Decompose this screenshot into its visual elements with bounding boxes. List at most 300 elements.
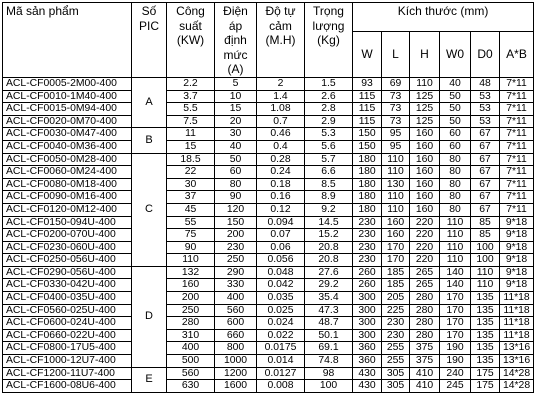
dim-d0-cell: 135 [471,304,500,317]
weight-cell: 50.1 [305,329,353,342]
table-row [3,90,534,103]
inductance-cell: 0.12 [257,203,305,216]
power-cell: 250 [167,304,215,317]
inductance-cell: 0.7 [257,115,305,128]
dim-w0-cell: 60 [440,140,471,153]
weight-cell: 98 [305,367,353,380]
dim-d0-cell: 100 [471,241,500,254]
current-cell: 30 [215,128,257,141]
dim-l-cell: 185 [382,279,410,292]
current-cell: 80 [215,178,257,191]
dim-w0-cell: 170 [440,329,471,342]
power-cell: 110 [167,254,215,267]
power-cell: 630 [167,380,215,393]
dim-h-cell: 280 [410,304,440,317]
dim-h-cell: 265 [410,279,440,292]
dim-l-cell: 185 [382,266,410,279]
inductance-cell: 0.094 [257,216,305,229]
dim-d0-cell: 135 [471,355,500,368]
model-code-cell: ACL-CF0120-0M12-400 [3,203,132,216]
dim-h-cell: 410 [410,380,440,393]
power-cell: 90 [167,241,215,254]
weight-cell: 8.5 [305,178,353,191]
header-dim-h: H [410,32,440,77]
dim-h-cell: 160 [410,166,440,179]
model-code-cell: ACL-CF0040-0M36-400 [3,140,132,153]
dim-axb-cell: 11*18 [500,329,534,342]
model-code-cell: ACL-CF0200-070U-400 [3,229,132,242]
dim-axb-cell: 7*11 [500,203,534,216]
current-cell: 330 [215,279,257,292]
dim-w0-cell: 80 [440,166,471,179]
dim-w-cell: 150 [353,128,382,141]
inductance-cell: 0.06 [257,241,305,254]
weight-cell: 20.8 [305,241,353,254]
header-dim-w0: W0 [440,32,471,77]
table-row [3,153,534,166]
table-row [3,216,534,229]
weight-cell: 5.7 [305,153,353,166]
dim-w0-cell: 80 [440,153,471,166]
inductance-cell: 0.16 [257,191,305,204]
model-code-cell: ACL-CF0050-0M28-400 [3,153,132,166]
current-cell: 230 [215,241,257,254]
power-cell: 15 [167,140,215,153]
model-code-cell: ACL-CF0250-056U-400 [3,254,132,267]
table-row [3,367,534,380]
power-cell: 22 [167,166,215,179]
inductance-cell: 0.24 [257,166,305,179]
pic-group-cell: A [132,77,167,127]
current-cell: 5 [215,77,257,90]
dim-axb-cell: 11*18 [500,317,534,330]
dim-axb-cell: 7*11 [500,90,534,103]
power-cell: 55 [167,216,215,229]
dim-w0-cell: 50 [440,103,471,116]
dim-d0-cell: 135 [471,292,500,305]
table-row [3,77,534,90]
power-cell: 160 [167,279,215,292]
dim-h-cell: 125 [410,90,440,103]
current-cell: 50 [215,153,257,166]
current-cell: 90 [215,191,257,204]
dim-h-cell: 125 [410,103,440,116]
dim-d0-cell: 100 [471,254,500,267]
table-row [3,266,534,279]
dim-w0-cell: 110 [440,254,471,267]
dim-w0-cell: 60 [440,128,471,141]
dim-axb-cell: 7*11 [500,191,534,204]
dim-d0-cell: 135 [471,317,500,330]
dim-h-cell: 265 [410,266,440,279]
dim-w-cell: 300 [353,304,382,317]
current-cell: 600 [215,317,257,330]
table-row [3,241,534,254]
dim-axb-cell: 14*28 [500,380,534,393]
inductance-cell: 0.022 [257,329,305,342]
dim-w-cell: 180 [353,166,382,179]
weight-cell: 100 [305,380,353,393]
inductance-cell: 1.4 [257,90,305,103]
weight-cell: 1.5 [305,77,353,90]
table-row [3,203,534,216]
table-row [3,166,534,179]
dim-d0-cell: 67 [471,178,500,191]
dim-l-cell: 160 [382,216,410,229]
dim-axb-cell: 11*18 [500,304,534,317]
current-cell: 1600 [215,380,257,393]
dim-h-cell: 280 [410,317,440,330]
dim-w0-cell: 110 [440,229,471,242]
dim-w0-cell: 40 [440,77,471,90]
inductance-cell: 0.0127 [257,367,305,380]
dim-l-cell: 130 [382,178,410,191]
inductance-cell: 2 [257,77,305,90]
dim-l-cell: 69 [382,77,410,90]
dim-w-cell: 150 [353,140,382,153]
inductance-cell: 0.024 [257,317,305,330]
dim-w-cell: 93 [353,77,382,90]
dim-axb-cell: 7*11 [500,77,534,90]
table-row [3,115,534,128]
inductance-cell: 1.08 [257,103,305,116]
table-row [3,103,534,116]
power-cell: 37 [167,191,215,204]
dim-h-cell: 160 [410,178,440,191]
table-row [3,191,534,204]
dim-l-cell: 170 [382,241,410,254]
weight-cell: 9.2 [305,203,353,216]
dim-w0-cell: 190 [440,342,471,355]
dim-axb-cell: 9*18 [500,279,534,292]
dim-d0-cell: 67 [471,140,500,153]
dim-w0-cell: 170 [440,317,471,330]
inductance-cell: 0.025 [257,304,305,317]
dim-h-cell: 160 [410,203,440,216]
dim-w0-cell: 240 [440,367,471,380]
dim-l-cell: 230 [382,317,410,330]
dim-axb-cell: 7*11 [500,166,534,179]
inductance-cell: 0.056 [257,254,305,267]
dim-h-cell: 220 [410,254,440,267]
pic-group-cell: E [132,367,167,392]
dim-w-cell: 230 [353,229,382,242]
dim-w0-cell: 80 [440,191,471,204]
dim-h-cell: 280 [410,292,440,305]
table-row [3,304,534,317]
weight-cell: 2.6 [305,90,353,103]
dim-h-cell: 160 [410,128,440,141]
model-code-cell: ACL-CF1000-12U7-400 [3,355,132,368]
table-row [3,229,534,242]
current-cell: 10 [215,90,257,103]
dim-axb-cell: 9*18 [500,266,534,279]
weight-cell: 29.2 [305,279,353,292]
inductance-cell: 0.28 [257,153,305,166]
dim-l-cell: 110 [382,203,410,216]
dim-l-cell: 230 [382,329,410,342]
current-cell: 150 [215,216,257,229]
dim-l-cell: 73 [382,90,410,103]
inductance-cell: 0.035 [257,292,305,305]
model-code-cell: ACL-CF0600-024U-400 [3,317,132,330]
dim-axb-cell: 7*11 [500,153,534,166]
model-code-cell: ACL-CF0090-0M16-400 [3,191,132,204]
inductance-cell: 0.048 [257,266,305,279]
weight-cell: 6.6 [305,166,353,179]
dim-w0-cell: 190 [440,355,471,368]
dim-h-cell: 375 [410,355,440,368]
dim-l-cell: 95 [382,140,410,153]
dim-h-cell: 220 [410,241,440,254]
current-cell: 250 [215,254,257,267]
dim-d0-cell: 175 [471,380,500,393]
dim-d0-cell: 175 [471,367,500,380]
current-cell: 20 [215,115,257,128]
dim-h-cell: 160 [410,140,440,153]
dim-w-cell: 115 [353,115,382,128]
current-cell: 200 [215,229,257,242]
dim-w0-cell: 80 [440,203,471,216]
dim-d0-cell: 135 [471,342,500,355]
table-row [3,128,534,141]
dim-h-cell: 280 [410,329,440,342]
dim-w-cell: 230 [353,216,382,229]
weight-cell: 47.3 [305,304,353,317]
dim-w-cell: 230 [353,241,382,254]
dim-axb-cell: 7*11 [500,115,534,128]
inductance-cell: 0.4 [257,140,305,153]
weight-cell: 15.2 [305,229,353,242]
dim-w-cell: 115 [353,90,382,103]
current-cell: 400 [215,292,257,305]
inductance-cell: 0.008 [257,380,305,393]
dim-l-cell: 160 [382,229,410,242]
header-dim-w: W [353,32,382,77]
table-row [3,279,534,292]
dim-l-cell: 110 [382,153,410,166]
power-cell: 18.5 [167,153,215,166]
model-code-cell: ACL-CF0150-094U-400 [3,216,132,229]
dim-w-cell: 430 [353,367,382,380]
dim-l-cell: 110 [382,166,410,179]
weight-cell: 69.1 [305,342,353,355]
weight-cell: 2.9 [305,115,353,128]
model-code-cell: ACL-CF1600-08U6-400 [3,380,132,393]
power-cell: 400 [167,342,215,355]
dim-h-cell: 125 [410,115,440,128]
dim-w-cell: 180 [353,153,382,166]
model-code-cell: ACL-CF0015-0M94-400 [3,103,132,116]
dim-w0-cell: 110 [440,241,471,254]
dim-w-cell: 180 [353,203,382,216]
inductance-cell: 0.46 [257,128,305,141]
dim-w-cell: 300 [353,292,382,305]
power-cell: 280 [167,317,215,330]
dim-w0-cell: 140 [440,279,471,292]
current-cell: 60 [215,166,257,179]
dim-w0-cell: 245 [440,380,471,393]
weight-cell: 48.7 [305,317,353,330]
dim-l-cell: 73 [382,115,410,128]
table-row [3,329,534,342]
model-code-cell: ACL-CF0400-035U-400 [3,292,132,305]
dim-h-cell: 160 [410,191,440,204]
dim-w-cell: 300 [353,317,382,330]
power-cell: 5.5 [167,103,215,116]
dim-d0-cell: 85 [471,216,500,229]
inductance-cell: 0.07 [257,229,305,242]
dim-d0-cell: 48 [471,77,500,90]
dim-l-cell: 225 [382,304,410,317]
model-code-cell: ACL-CF0290-056U-400 [3,266,132,279]
table-row [3,317,534,330]
dim-h-cell: 220 [410,229,440,242]
model-code-cell: ACL-CF0005-2M00-400 [3,77,132,90]
dim-d0-cell: 53 [471,103,500,116]
model-code-cell: ACL-CF0660-022U-400 [3,329,132,342]
dim-d0-cell: 110 [471,266,500,279]
dim-w-cell: 230 [353,254,382,267]
table-row [3,292,534,305]
model-code-cell: ACL-CF0060-0M24-400 [3,166,132,179]
model-code-cell: ACL-CF0560-025U-400 [3,304,132,317]
dim-l-cell: 95 [382,128,410,141]
current-cell: 800 [215,342,257,355]
current-cell: 560 [215,304,257,317]
model-code-cell: ACL-CF0230-060U-400 [3,241,132,254]
weight-cell: 14.5 [305,216,353,229]
weight-cell: 20.8 [305,254,353,267]
dim-d0-cell: 110 [471,279,500,292]
current-cell: 40 [215,140,257,153]
model-code-cell: ACL-CF0030-0M47-400 [3,128,132,141]
dim-d0-cell: 67 [471,128,500,141]
power-cell: 75 [167,229,215,242]
dim-w-cell: 430 [353,380,382,393]
dim-axb-cell: 9*18 [500,254,534,267]
power-cell: 560 [167,367,215,380]
dim-w0-cell: 170 [440,292,471,305]
dim-w0-cell: 140 [440,266,471,279]
power-cell: 3.7 [167,90,215,103]
model-code-cell: ACL-CF0330-042U-400 [3,279,132,292]
dim-l-cell: 305 [382,380,410,393]
header-dim-l: L [382,32,410,77]
header-dim-d0: D0 [471,32,500,77]
weight-cell: 8.9 [305,191,353,204]
power-cell: 45 [167,203,215,216]
dim-axb-cell: 14*28 [500,367,534,380]
dim-axb-cell: 13*16 [500,342,534,355]
dim-w-cell: 260 [353,279,382,292]
dim-h-cell: 375 [410,342,440,355]
dim-d0-cell: 67 [471,191,500,204]
power-cell: 7.5 [167,115,215,128]
dim-d0-cell: 135 [471,329,500,342]
dim-w-cell: 180 [353,178,382,191]
dim-l-cell: 110 [382,191,410,204]
header-current: Điện áp định mức (A) [215,3,257,78]
inductance-cell: 0.0175 [257,342,305,355]
dim-h-cell: 110 [410,77,440,90]
pic-group-cell: D [132,266,167,367]
dim-w-cell: 360 [353,342,382,355]
header-dimensions: Kích thước (mm) [353,3,534,32]
weight-cell: 5.3 [305,128,353,141]
dim-l-cell: 170 [382,254,410,267]
dim-axb-cell: 7*11 [500,128,534,141]
weight-cell: 27.6 [305,266,353,279]
dim-w0-cell: 170 [440,304,471,317]
current-cell: 660 [215,329,257,342]
power-cell: 200 [167,292,215,305]
header-row [3,3,534,32]
dim-d0-cell: 53 [471,90,500,103]
dim-axb-cell: 7*11 [500,140,534,153]
table-row [3,140,534,153]
model-code-cell: ACL-CF0800-17U5-400 [3,342,132,355]
current-cell: 290 [215,266,257,279]
pic-group-cell: B [132,128,167,153]
dim-w-cell: 180 [353,191,382,204]
power-cell: 132 [167,266,215,279]
dim-d0-cell: 67 [471,166,500,179]
dim-axb-cell: 13*16 [500,355,534,368]
dim-d0-cell: 67 [471,203,500,216]
dim-axb-cell: 11*18 [500,292,534,305]
weight-cell: 74.8 [305,355,353,368]
weight-cell: 35.4 [305,292,353,305]
table-row [3,342,534,355]
power-cell: 2.2 [167,77,215,90]
dim-w-cell: 300 [353,329,382,342]
dim-l-cell: 305 [382,367,410,380]
dim-h-cell: 160 [410,153,440,166]
current-cell: 1200 [215,367,257,380]
inductance-cell: 0.042 [257,279,305,292]
dim-d0-cell: 53 [471,115,500,128]
dim-w-cell: 260 [353,266,382,279]
dim-w0-cell: 50 [440,90,471,103]
dim-l-cell: 255 [382,342,410,355]
dim-axb-cell: 7*11 [500,103,534,116]
dim-d0-cell: 67 [471,153,500,166]
model-code-cell: ACL-CF0020-0M70-400 [3,115,132,128]
power-cell: 30 [167,178,215,191]
power-cell: 310 [167,329,215,342]
spec-table-body [3,77,534,392]
model-code-cell: ACL-CF1200-11U7-400 [3,367,132,380]
inductance-cell: 0.014 [257,355,305,368]
dim-w-cell: 115 [353,103,382,116]
dim-d0-cell: 85 [471,229,500,242]
inductance-cell: 0.18 [257,178,305,191]
dim-w0-cell: 80 [440,178,471,191]
header-dim-axb: A*B [500,32,534,77]
header-model: Mã sản phẩm [3,3,132,78]
dim-w-cell: 360 [353,355,382,368]
power-cell: 500 [167,355,215,368]
current-cell: 120 [215,203,257,216]
pic-group-cell: C [132,153,167,266]
dim-axb-cell: 9*18 [500,216,534,229]
dim-l-cell: 255 [382,355,410,368]
reactor-spec-table [2,2,534,393]
table-row [3,254,534,267]
dim-w0-cell: 110 [440,216,471,229]
dim-h-cell: 410 [410,367,440,380]
